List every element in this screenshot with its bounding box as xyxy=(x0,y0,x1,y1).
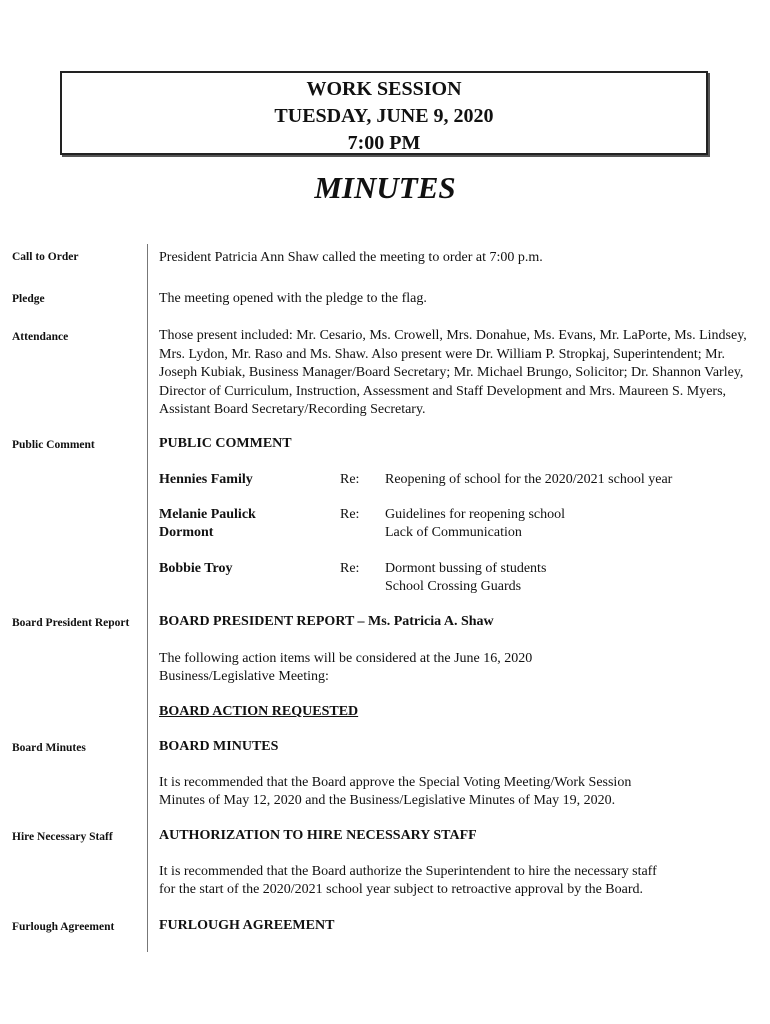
speaker-1-re: Re: xyxy=(340,472,360,487)
board-president-report-text-2: Business/Legislative Meeting: xyxy=(159,669,329,684)
header-title: WORK SESSION xyxy=(306,78,462,100)
hire-staff-heading: AUTHORIZATION TO HIRE NECESSARY STAFF xyxy=(159,828,477,843)
board-president-report-text-1: The following action items will be considered at the June 16, 2020 xyxy=(159,651,533,666)
attendance-text: Those present included: Mr. Cesario, Ms. Crowell, Mrs. Donahue, Ms. Evans, Mr. LaPorte, Ms. Lindsey, Mrs. Lydon, Mr. Raso and Ms. Shaw. Also present were Dr. William P. Stropkaj, Superintendent; Mr. Joseph Kubiak, Business Manager/Board Secretary; Mr. Michael Brungo, Solicitor; Dr. Shannon Varley, Director of Curriculum, Instruction, Assessment and Staff Development and Mrs. Maureen S. Myers, Assistant Board Secretary/Recording Secretary. xyxy=(159,328,747,417)
call-to-order-text: President Patricia Ann Shaw called the meeting to order at 7:00 p.m. xyxy=(159,250,543,265)
label-pledge: Pledge xyxy=(12,293,45,305)
speaker-1-name: Hennies Family xyxy=(159,472,253,487)
speaker-2-topic-2: Lack of Communication xyxy=(385,525,522,540)
board-minutes-heading: BOARD MINUTES xyxy=(159,739,279,754)
board-minutes-text-2: Minutes of May 12, 2020 and the Business/Legislative Minutes of May 19, 2020. xyxy=(159,793,616,808)
speaker-2-topic-1: Guidelines for reopening school xyxy=(385,507,566,522)
speaker-3-topic-1: Dormont bussing of students xyxy=(385,561,547,576)
speaker-3-re: Re: xyxy=(340,561,360,576)
speaker-2-affiliation: Dormont xyxy=(159,525,214,540)
speaker-3-topic-2: School Crossing Guards xyxy=(385,579,522,594)
pledge-text: The meeting opened with the pledge to the flag. xyxy=(159,291,427,306)
furlough-heading: FURLOUGH AGREEMENT xyxy=(159,918,335,933)
hire-staff-text-1: It is recommended that the Board authorize the Superintendent to hire the necessary staff xyxy=(159,864,657,879)
header-date: TUESDAY, JUNE 9, 2020 xyxy=(274,105,494,127)
board-president-report-heading: BOARD PRESIDENT REPORT – Ms. Patricia A. Shaw xyxy=(159,614,494,629)
label-furlough-agreement: Furlough Agreement xyxy=(12,921,115,933)
header-box xyxy=(60,71,708,155)
speaker-3-name: Bobbie Troy xyxy=(159,561,233,576)
speaker-1-topic: Reopening of school for the 2020/2021 school year xyxy=(385,472,673,487)
board-minutes-text-1: It is recommended that the Board approve the Special Voting Meeting/Work Session xyxy=(159,775,632,790)
label-attendance: Attendance xyxy=(12,331,69,343)
hire-staff-text-2: for the start of the 2020/2021 school year subject to retroactive approval by the Board. xyxy=(159,882,644,897)
speaker-2-name: Melanie Paulick xyxy=(159,507,256,522)
public-comment-heading: PUBLIC COMMENT xyxy=(159,436,292,451)
label-board-president-report: Board President Report xyxy=(12,617,130,629)
board-action-requested-heading: BOARD ACTION REQUESTED xyxy=(159,704,359,719)
label-board-minutes: Board Minutes xyxy=(12,742,86,754)
header-time: 7:00 PM xyxy=(347,132,421,154)
label-call-to-order: Call to Order xyxy=(12,251,79,263)
speaker-2-re: Re: xyxy=(340,507,360,522)
label-public-comment: Public Comment xyxy=(12,439,95,451)
label-hire-necessary-staff: Hire Necessary Staff xyxy=(12,831,113,843)
page-title: MINUTES xyxy=(314,170,456,205)
margin-divider xyxy=(147,244,148,952)
